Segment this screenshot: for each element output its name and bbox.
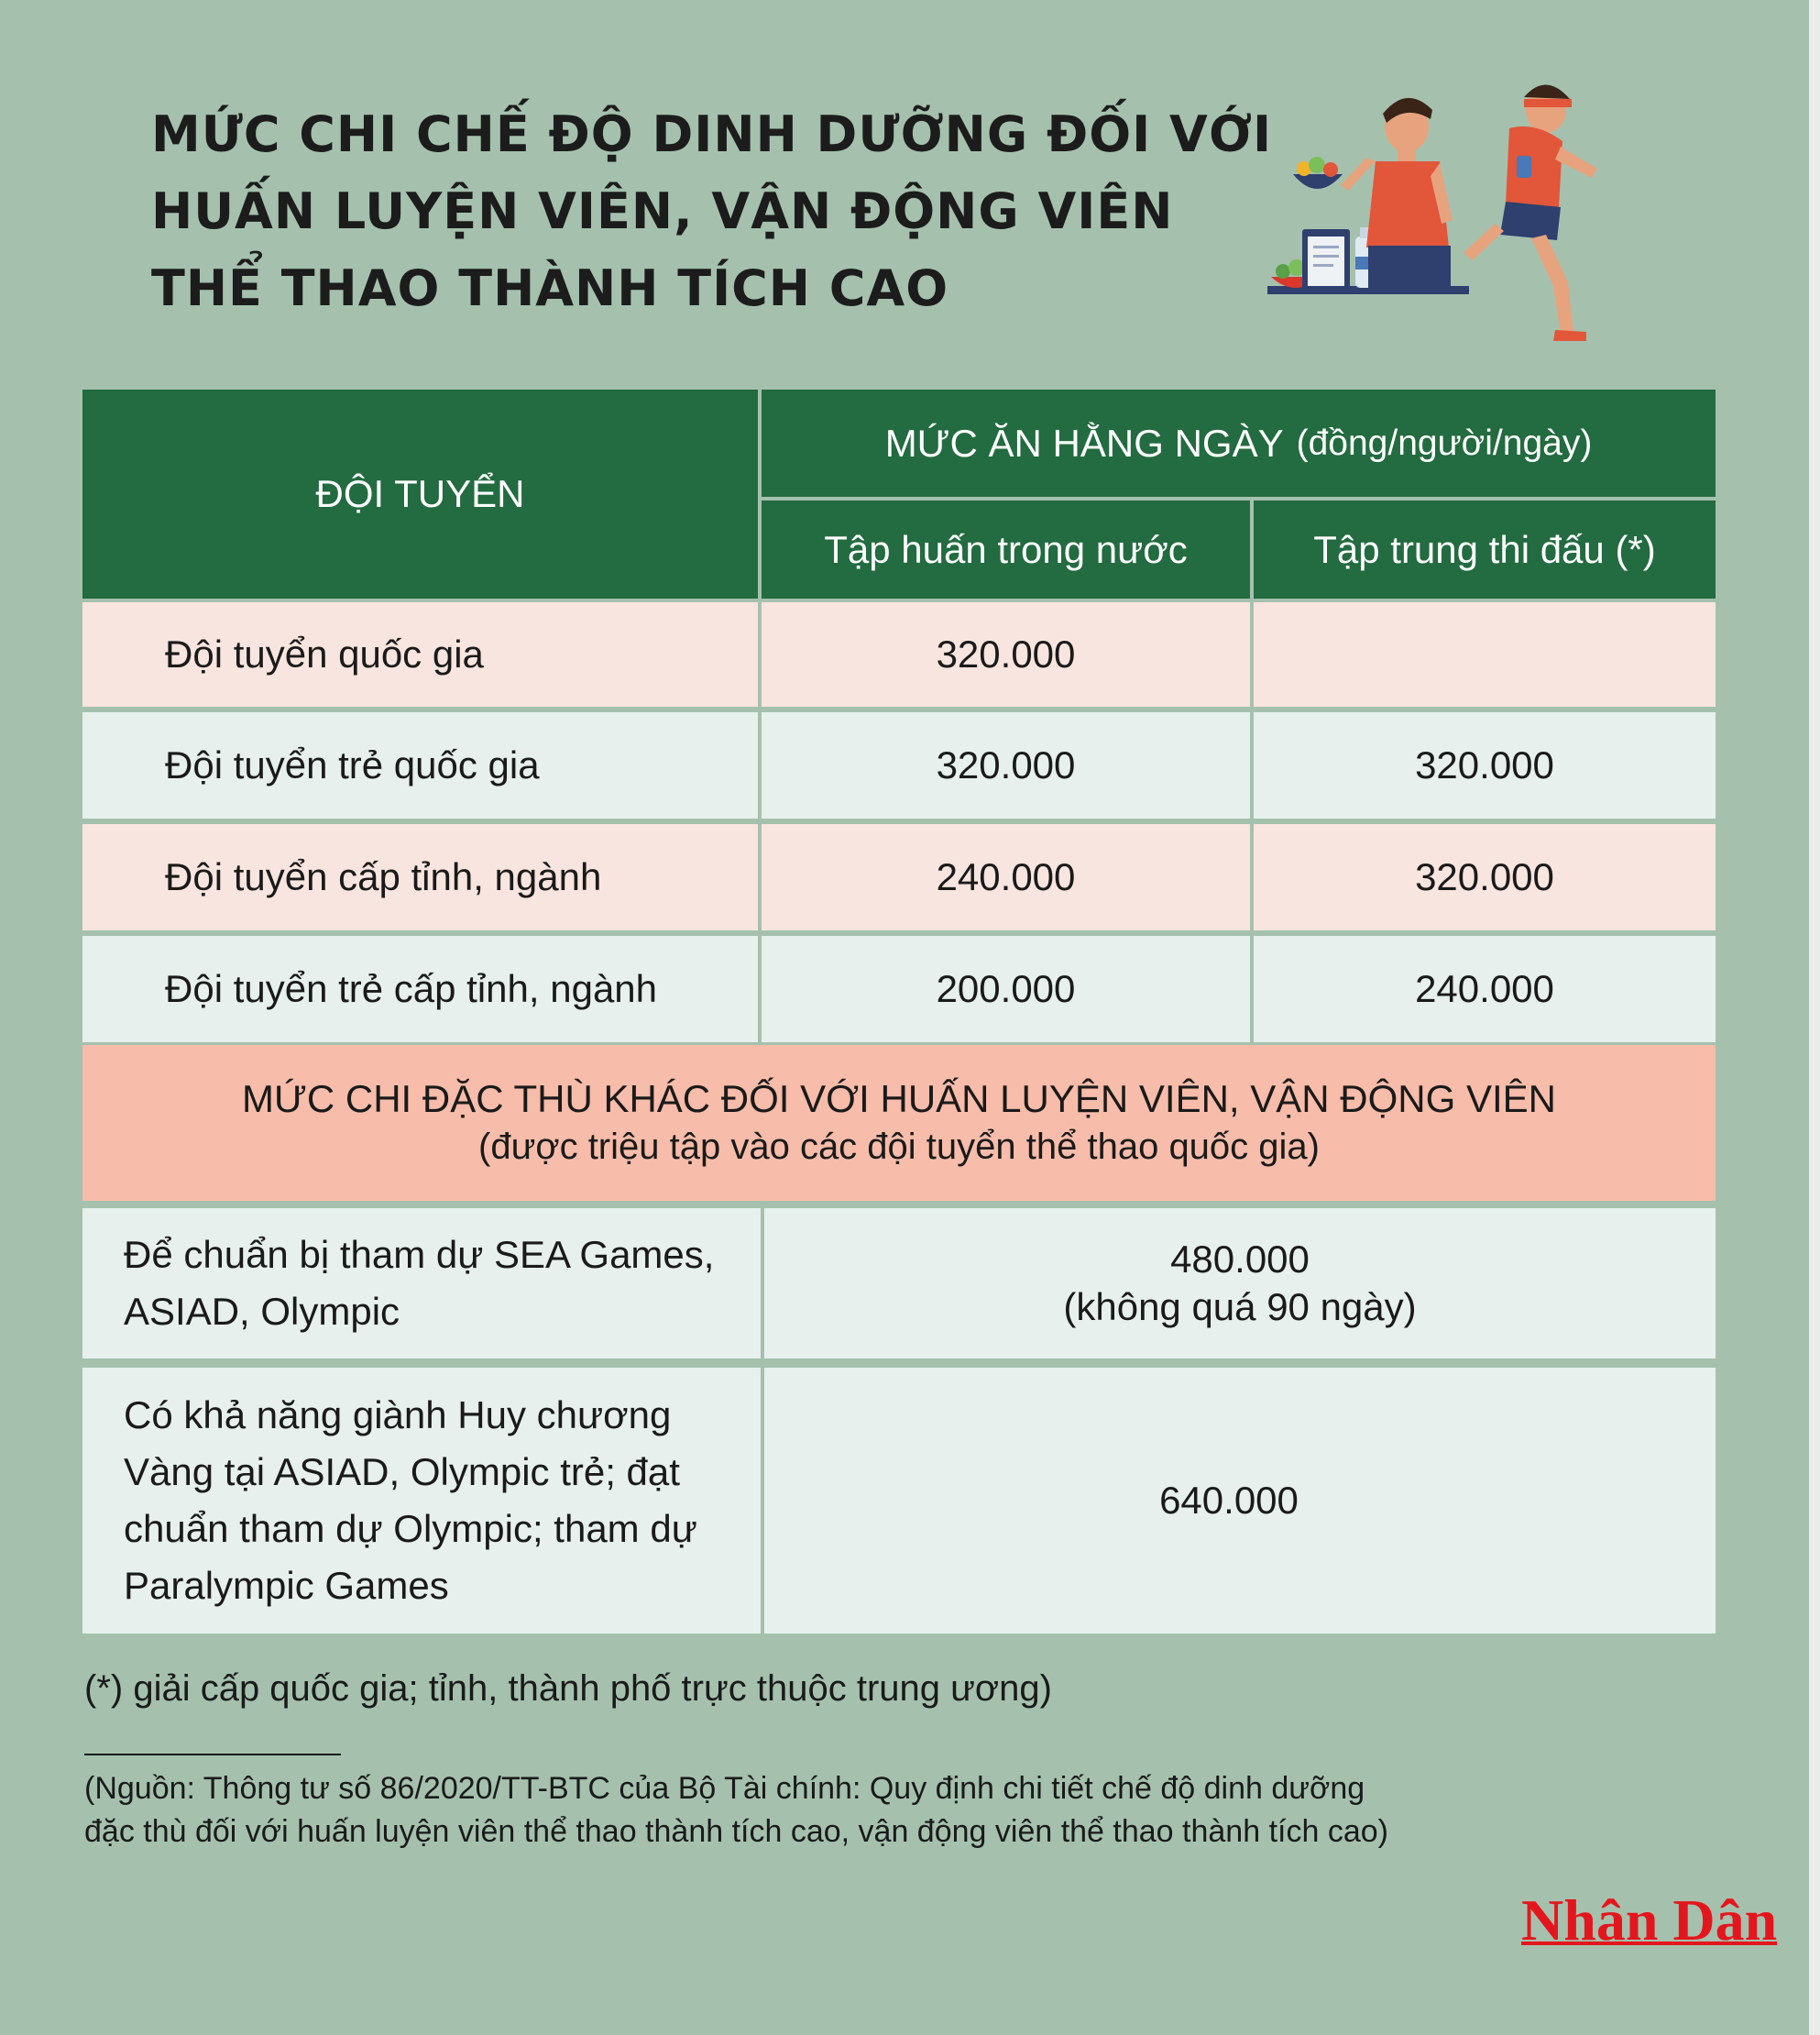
special-row-label-line: Có khả năng giành Huy chương [124,1393,672,1436]
footnote-divider [84,1754,341,1755]
table-cell-competition: 320.000 [1254,824,1716,930]
title-line-1: MỨC CHI CHẾ ĐỘ DINH DƯỠNG ĐỐI VỚI [151,105,1273,163]
title-line-3: THỂ THAO THÀNH TÍCH CAO [151,259,949,317]
special-expense-heading [82,1045,1716,1201]
header-daily-rate-unit: (đồng/người/ngày) [1296,423,1593,463]
title-line-2: HUẤN LUYỆN VIÊN, VẬN ĐỘNG VIÊN [151,182,1174,240]
header-daily-rate-main: MỨC ĂN HẰNG NGÀY [884,421,1284,465]
page-title [151,96,1273,327]
table-cell-domestic: 240.000 [762,824,1250,930]
special-row-amount: 640.000 [764,1368,1716,1634]
table-cell-domestic: 320.000 [762,602,1250,707]
special-row-label-line: chuẩn tham dự Olympic; tham dự [124,1507,697,1550]
table-row-team-name: Đội tuyển trẻ quốc gia [82,712,758,819]
special-row-label-line: ASIAD, Olympic [124,1290,400,1333]
nhan-dan-logo: Nhân Dân [1521,1887,1778,1952]
special-expense-title: MỨC CHI ĐẶC THÙ KHÁC ĐỐI VỚI HUẤN LUYỆN VIÊN, VẬN ĐỘNG VIÊN [242,1077,1556,1120]
source-citation [84,1767,1642,1854]
header-competition: Tập trung thi đấu (*) [1254,500,1716,599]
footnote: (*) giải cấp quốc gia; tỉnh, thành phố trực thuộc trung ương) [84,1668,1052,1709]
header-domestic-training: Tập huấn trong nước [762,500,1250,599]
table-row-team-name: Đội tuyển quốc gia [82,602,758,707]
table-cell-competition: 320.000 [1254,712,1716,819]
table-row-team-name: Đội tuyển trẻ cấp tỉnh, ngành [82,936,758,1042]
special-row-note: (không quá 90 ngày) [1063,1285,1417,1328]
special-row-label-line: Để chuẩn bị tham dự SEA Games, [124,1233,715,1276]
table-cell-competition: 240.000 [1254,936,1716,1042]
athletes-nutrition-illustration [1260,73,1622,348]
special-expense-subtitle: (được triệu tập vào các đội tuyển thể thao quốc gia) [478,1127,1320,1167]
special-row-label [82,1368,761,1634]
source-line: đặc thù đối với huấn luyện viên thể thao thành tích cao, vận động viên thể thao thành tích cao) [84,1814,1388,1849]
table-row-team-name: Đội tuyển cấp tỉnh, ngành [82,824,758,930]
special-row-label [82,1208,761,1358]
header-daily-rate [762,390,1716,497]
source-line: (Nguồn: Thông tư số 86/2020/TT-BTC của Bộ Tài chính: Quy định chi tiết chế độ dinh dưỡng [84,1771,1365,1806]
table-cell-domestic: 200.000 [762,936,1250,1042]
right-edge-border [1809,0,1820,2035]
special-row-value [764,1208,1716,1358]
table-cell-competition [1254,602,1716,707]
special-row-label-line: Vàng tại ASIAD, Olympic trẻ; đạt [124,1450,680,1493]
table-cell-domestic: 320.000 [762,712,1250,819]
special-row-amount: 480.000 [1170,1238,1310,1281]
header-team: ĐỘI TUYỂN [82,390,758,599]
special-row-label-line: Paralympic Games [124,1564,449,1607]
